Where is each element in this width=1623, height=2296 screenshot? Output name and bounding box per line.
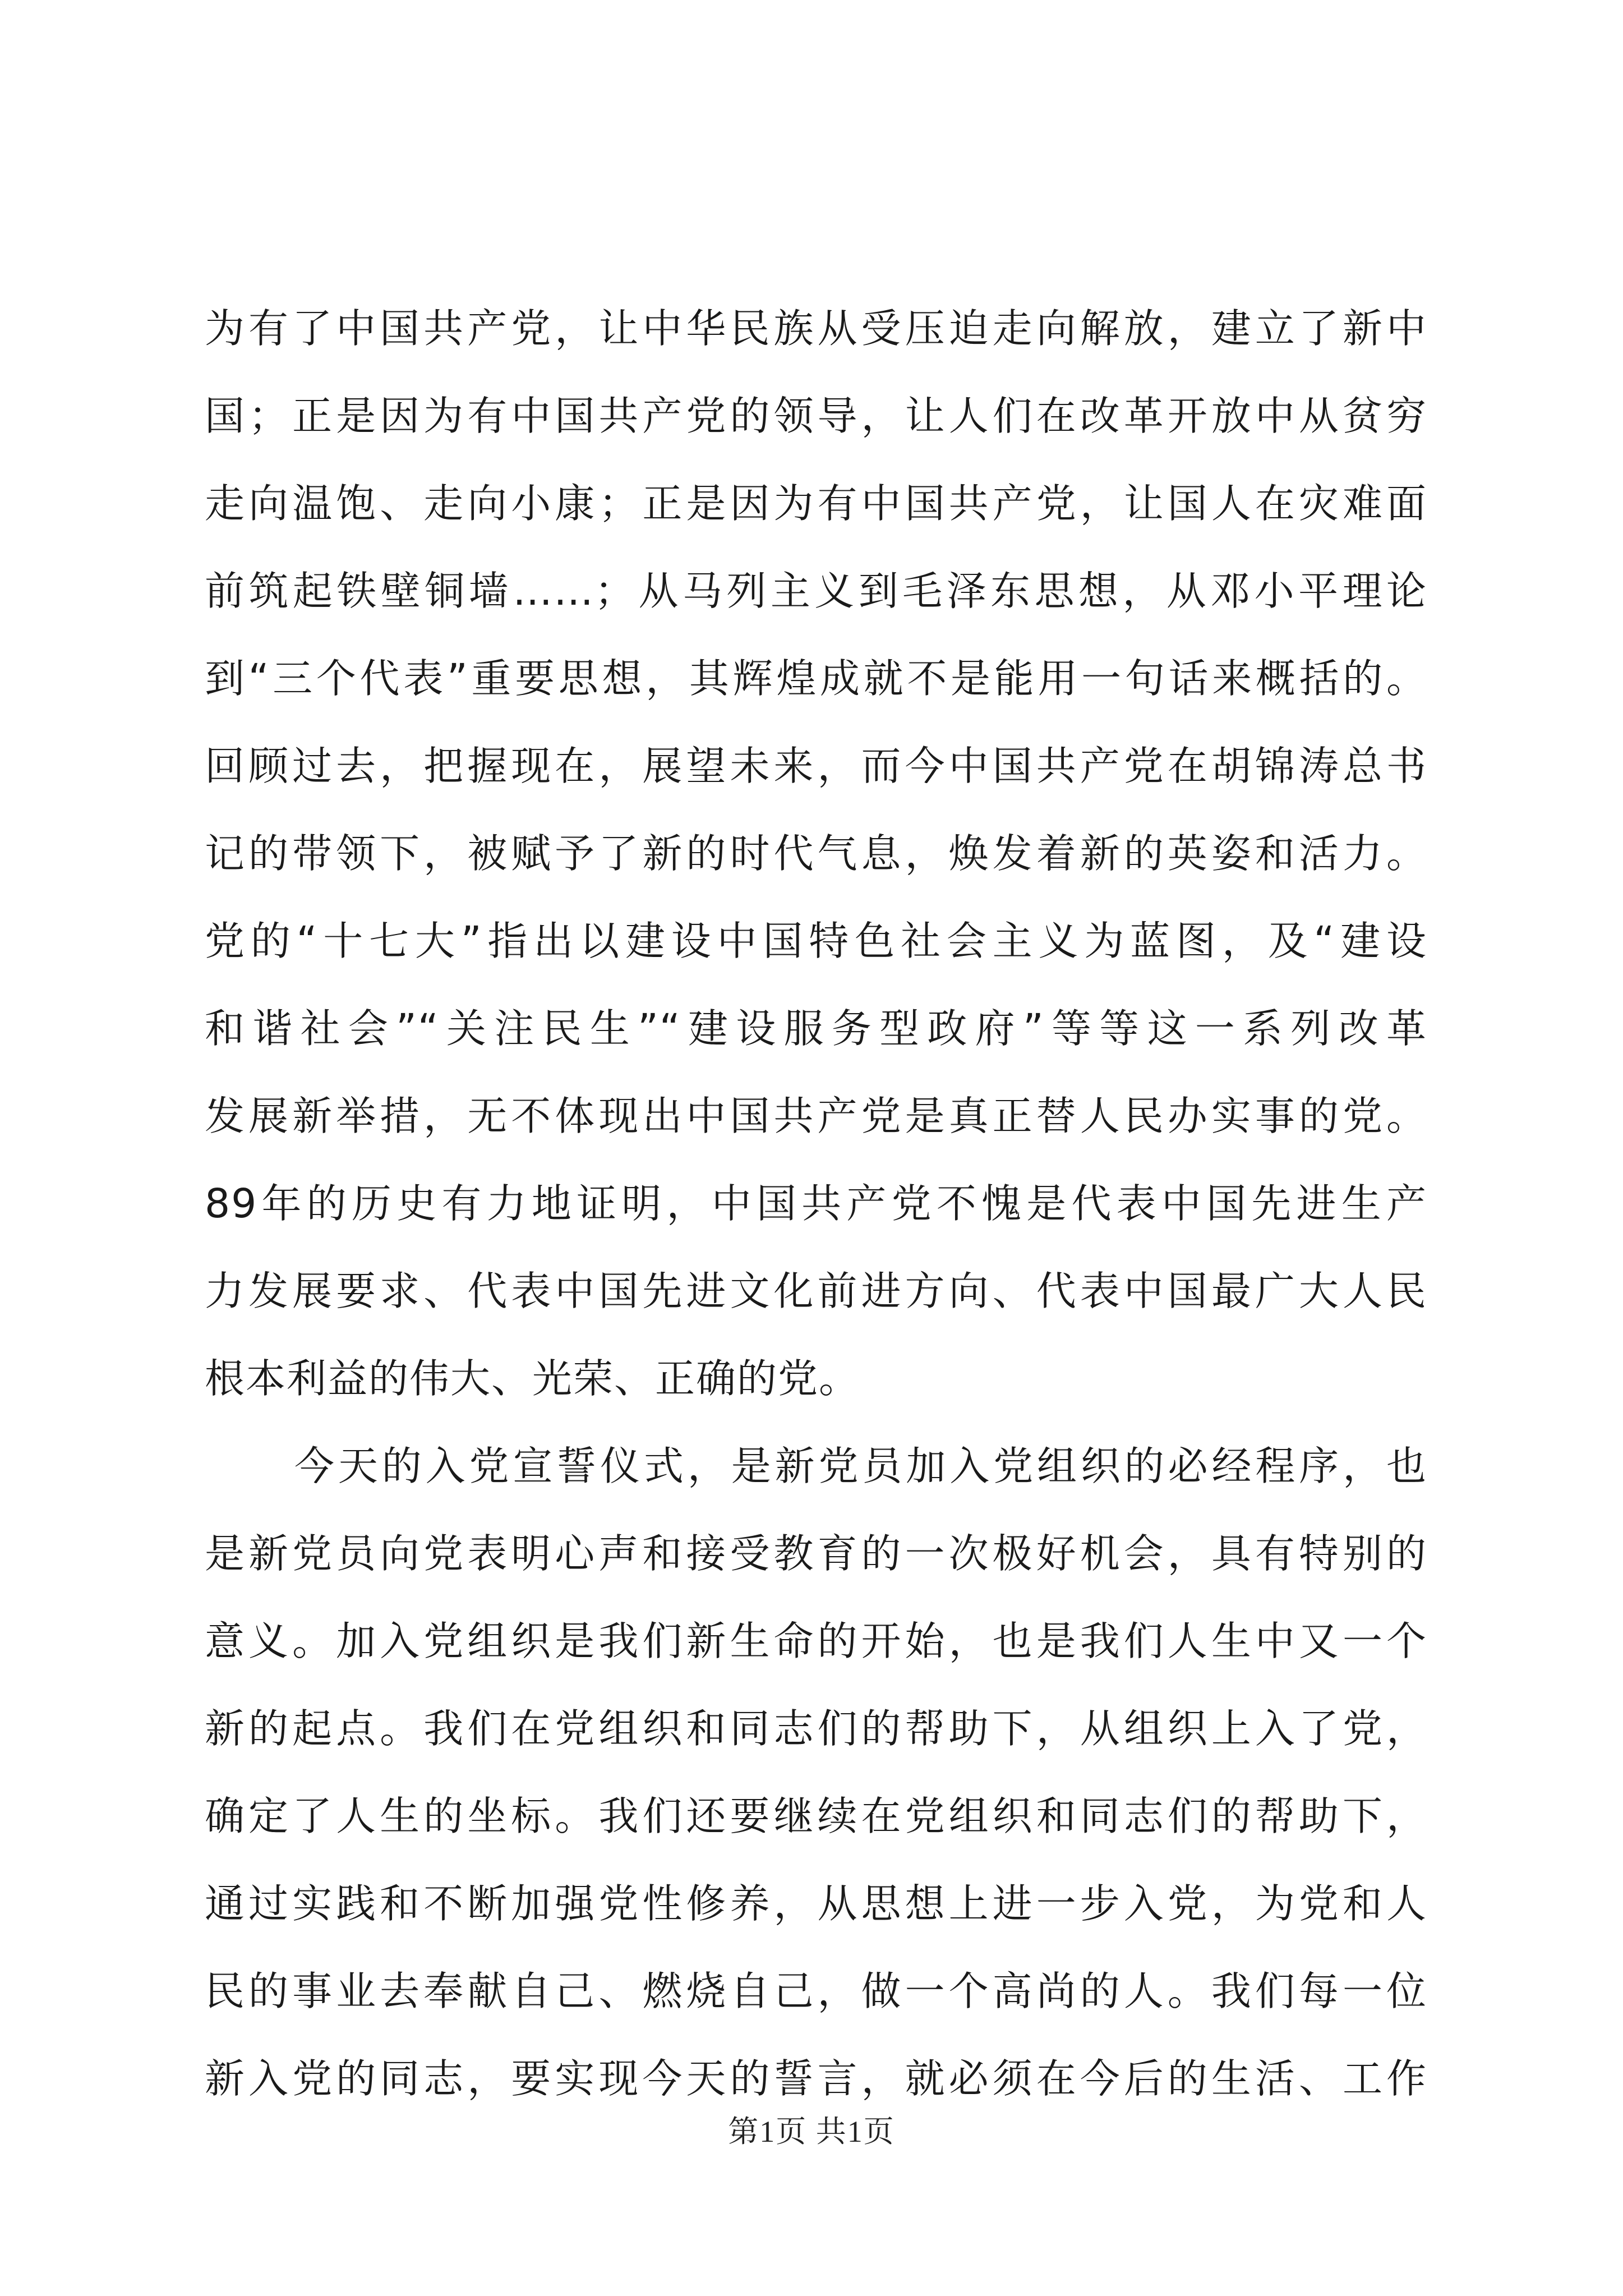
text-line: 党的“十七大”指出以建设中国特色社会主义为蓝图，及“建设 xyxy=(205,918,1427,964)
text-line: 是新党员向党表明心声和接受教育的一次极好机会，具有特别的 xyxy=(205,1530,1427,1577)
text-line: 走向温饱、走向小康；正是因为有中国共产党，让国人在灾难面 xyxy=(205,480,1427,527)
text-line: 89年的历史有力地证明，中国共产党不愧是代表中国先进生产 xyxy=(205,1180,1427,1227)
text-line: 回顾过去，把握现在，展望未来，而今中国共产党在胡锦涛总书 xyxy=(205,743,1427,789)
text-line: 根本利益的伟大、光荣、正确的党。 xyxy=(205,1355,860,1402)
body-text xyxy=(205,285,1427,2123)
text-line: 民的事业去奉献自己、燃烧自己，做一个高尚的人。我们每一位 xyxy=(205,1968,1427,2014)
text-line: 通过实践和不断加强党性修养，从思想上进一步入党，为党和人 xyxy=(205,1880,1427,1927)
text-line: 前筑起铁壁铜墙……；从马列主义到毛泽东思想，从邓小平理论 xyxy=(205,568,1427,614)
text-line: 确定了人生的坐标。我们还要继续在党组织和同志们的帮助下， xyxy=(205,1793,1427,1839)
text-line: 和谐社会”“关注民生”“建设服务型政府”等等这一系列改革 xyxy=(205,1005,1427,1052)
text-line: 力发展要求、代表中国先进文化前进方向、代表中国最广大人民 xyxy=(205,1268,1427,1314)
paragraph-1 xyxy=(205,285,1427,1423)
text-line: 记的带领下，被赋予了新的时代气息，焕发着新的英姿和活力。 xyxy=(205,830,1427,877)
text-line: 国；正是因为有中国共产党的领导，让人们在改革开放中从贫穷 xyxy=(205,393,1427,439)
text-line: 今天的入党宣誓仪式，是新党员加入党组织的必经程序，也 xyxy=(294,1443,1427,1489)
text-line: 新的起点。我们在党组织和同志们的帮助下，从组织上入了党， xyxy=(205,1705,1427,1752)
text-line: 新入党的同志，要实现今天的誓言，就必须在今后的生活、工作 xyxy=(205,2055,1427,2102)
text-line: 意义。加入党组织是我们新生命的开始，也是我们人生中又一个 xyxy=(205,1618,1427,1664)
page-number-footer: 第1页 共1页 xyxy=(728,2115,895,2148)
text-line: 到“三个代表”重要思想，其辉煌成就不是能用一句话来概括的。 xyxy=(205,655,1427,702)
paragraph-2 xyxy=(205,1423,1427,2123)
text-line: 为有了中国共产党，让中华民族从受压迫走向解放，建立了新中 xyxy=(205,305,1427,352)
text-line: 发展新举措，无不体现出中国共产党是真正替人民办实事的党。 xyxy=(205,1093,1427,1139)
